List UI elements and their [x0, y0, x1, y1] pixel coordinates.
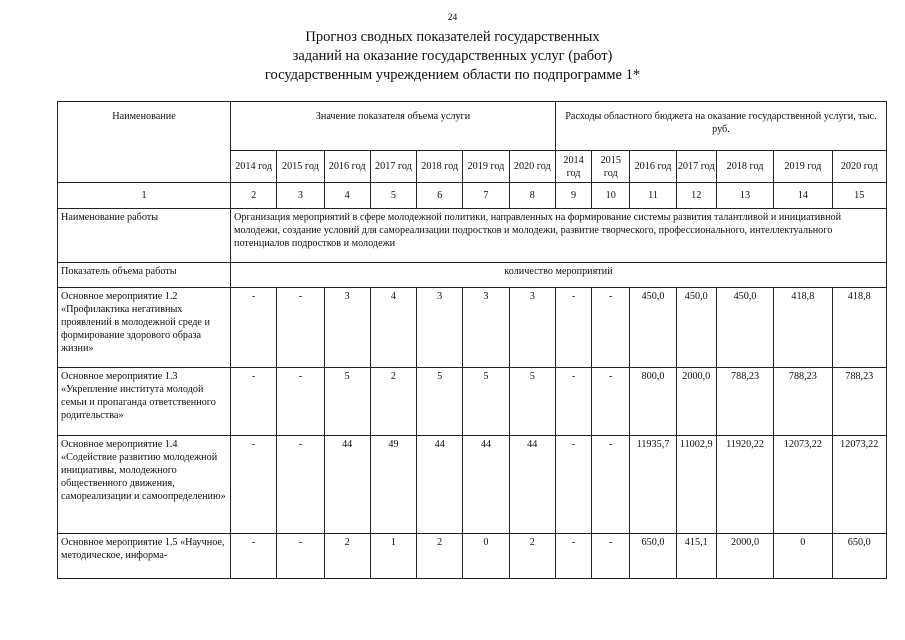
table-cell: - [231, 534, 277, 579]
column-number: 10 [592, 183, 630, 209]
table-cell: 44 [324, 436, 370, 534]
table-cell: - [231, 436, 277, 534]
table-row [58, 368, 887, 436]
measure-name: Основное мероприятие 1.3 «Укрепление института молодой семьи и пропаганда ответственного родительства» [58, 368, 231, 436]
header-expense-year: 2019 год [774, 151, 832, 183]
header-volume-year: 2014 год [231, 151, 277, 183]
table-cell: - [592, 368, 630, 436]
indicator-label: Показатель объема работы [58, 263, 231, 288]
table-cell: 5 [509, 368, 555, 436]
table-cell: - [555, 288, 591, 368]
column-number: 1 [58, 183, 231, 209]
header-expense-group: Расходы областного бюджета на оказание государственной услуги, тыс. руб. [555, 102, 886, 151]
indicator-row [58, 263, 887, 288]
column-number-row [58, 183, 887, 209]
header-volume-group: Значение показателя объема услуги [231, 102, 556, 151]
header-expense-year: 2020 год [832, 151, 886, 183]
title-line-1: Прогноз сводных показателей государственных [305, 29, 600, 45]
table-cell: 4 [370, 288, 416, 368]
table-cell: 0 [463, 534, 509, 579]
table-cell: 5 [417, 368, 463, 436]
table-cell: 11920,22 [716, 436, 773, 534]
column-number: 4 [324, 183, 370, 209]
table-cell: 788,23 [774, 368, 832, 436]
table-cell: 12073,22 [832, 436, 886, 534]
table-cell: 12073,22 [774, 436, 832, 534]
header-expense-year: 2017 год [676, 151, 716, 183]
table-cell: 11935,7 [630, 436, 676, 534]
table-cell: 3 [509, 288, 555, 368]
header-volume-year: 2016 год [324, 151, 370, 183]
header-expense-year: 2015 год [592, 151, 630, 183]
table-row [58, 534, 887, 579]
column-number: 7 [463, 183, 509, 209]
table-cell: 418,8 [832, 288, 886, 368]
table-row [58, 288, 887, 368]
column-number: 8 [509, 183, 555, 209]
table-cell: 2 [509, 534, 555, 579]
header-expense-year: 2014 год [555, 151, 591, 183]
table-cell: 44 [417, 436, 463, 534]
header-row-groups [58, 102, 887, 151]
measure-name: Основное мероприятие 1.2 «Профилактика негативных проявлений в молодежной среде и формирование здорового образа жизни» [58, 288, 231, 368]
work-name-row [58, 209, 887, 263]
header-volume-year: 2017 год [370, 151, 416, 183]
table-cell: 450,0 [716, 288, 773, 368]
table-cell: 650,0 [832, 534, 886, 579]
table-cell: - [277, 534, 324, 579]
table-cell: 49 [370, 436, 416, 534]
table-cell: - [555, 368, 591, 436]
table-cell: 44 [463, 436, 509, 534]
header-volume-year: 2018 год [417, 151, 463, 183]
table-cell: - [555, 436, 591, 534]
document-title [0, 28, 905, 85]
header-volume-year: 2019 год [463, 151, 509, 183]
work-name-label: Наименование работы [58, 209, 231, 263]
table-cell: - [555, 534, 591, 579]
table-cell: 2 [370, 368, 416, 436]
table-cell: - [592, 436, 630, 534]
table-cell: - [231, 288, 277, 368]
table-cell: 5 [324, 368, 370, 436]
table-cell: 2000,0 [716, 534, 773, 579]
header-expense-year: 2018 год [716, 151, 773, 183]
table-cell: 2 [417, 534, 463, 579]
table-cell: 450,0 [630, 288, 676, 368]
table-cell: 1 [370, 534, 416, 579]
header-expense-year: 2016 год [630, 151, 676, 183]
table-cell: 0 [774, 534, 832, 579]
table-cell: 3 [417, 288, 463, 368]
table-cell: 5 [463, 368, 509, 436]
table-cell: 415,1 [676, 534, 716, 579]
work-name-text: Организация мероприятий в сфере молодежной политики, направленных на формирование системы развития талантливой и инициативной молодежи, создание условий для самореализации подростков и молодежи, развитие творческого, профессионального, интеллектуального потенциалов подростков и молодежи [231, 209, 887, 263]
column-number: 13 [716, 183, 773, 209]
column-number: 14 [774, 183, 832, 209]
table-cell: 788,23 [832, 368, 886, 436]
table-cell: - [277, 368, 324, 436]
table-cell: 44 [509, 436, 555, 534]
table-cell: 2000,0 [676, 368, 716, 436]
table-row [58, 436, 887, 534]
table-cell: 3 [324, 288, 370, 368]
table-cell: 11002,9 [676, 436, 716, 534]
indicator-text: количество мероприятий [231, 263, 887, 288]
table-cell: - [277, 436, 324, 534]
title-line-3: государственным учреждением области по подпрограмме 1* [264, 67, 641, 83]
header-name: Наименование [58, 102, 231, 183]
column-number: 5 [370, 183, 416, 209]
table-cell: - [592, 288, 630, 368]
forecast-table [57, 101, 887, 579]
title-line-2: заданий на оказание государственных услуг (работ) [292, 48, 613, 64]
column-number: 9 [555, 183, 591, 209]
column-number: 6 [417, 183, 463, 209]
column-number: 2 [231, 183, 277, 209]
header-volume-year: 2015 год [277, 151, 324, 183]
table-cell: - [592, 534, 630, 579]
table-cell: 2 [324, 534, 370, 579]
table-cell: 788,23 [716, 368, 773, 436]
measure-name: Основное мероприятие 1.5 «Научное, методическое, информа- [58, 534, 231, 579]
column-number: 12 [676, 183, 716, 209]
table-cell: 650,0 [630, 534, 676, 579]
column-number: 11 [630, 183, 676, 209]
table-cell: 800,0 [630, 368, 676, 436]
table-cell: 418,8 [774, 288, 832, 368]
table-cell: - [277, 288, 324, 368]
column-number: 15 [832, 183, 886, 209]
header-volume-year: 2020 год [509, 151, 555, 183]
table-cell: 3 [463, 288, 509, 368]
measure-name: Основное мероприятие 1.4 «Содействие развитию молодежной инициативы, молодежного общественного движения, самореализации и самоопределению» [58, 436, 231, 534]
table-cell: 450,0 [676, 288, 716, 368]
page-number: 24 [447, 13, 458, 23]
column-number: 3 [277, 183, 324, 209]
table-cell: - [231, 368, 277, 436]
